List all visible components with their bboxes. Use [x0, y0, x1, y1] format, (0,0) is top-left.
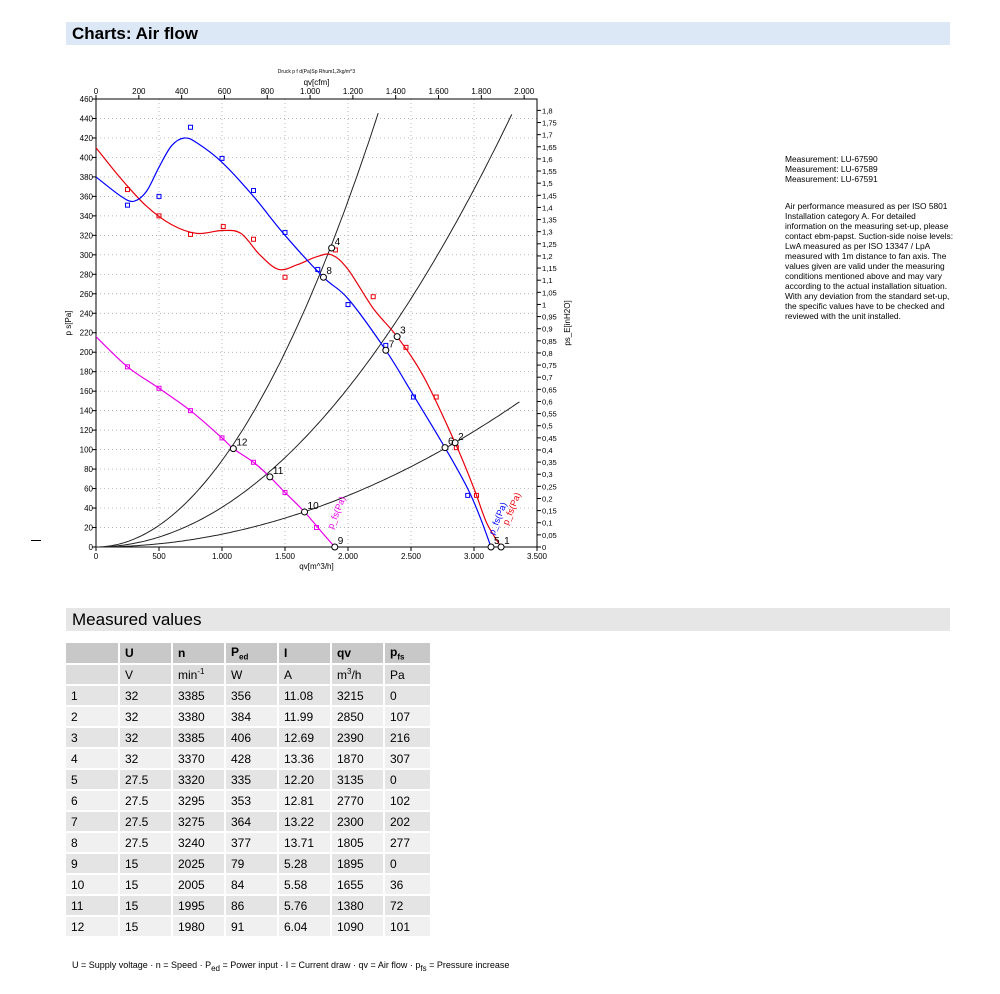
table-cell: 406	[225, 727, 278, 748]
x-tick-label: 1.000	[211, 552, 233, 561]
table-cell: 9	[66, 853, 119, 874]
table-units-row	[66, 664, 431, 685]
y-tick-label: 80	[84, 465, 93, 475]
table-cell: 15	[119, 916, 172, 937]
table-cell: 11.99	[278, 706, 331, 727]
system-curve	[96, 114, 512, 547]
pfs-subscript: fs	[397, 652, 405, 662]
table-cell: 3215	[331, 685, 384, 706]
y2-tick-label: 1,25	[542, 239, 557, 249]
table-cell: 1995	[172, 895, 225, 916]
y2-tick-label: 1,65	[542, 142, 557, 152]
table-cell: 5.76	[278, 895, 331, 916]
x2-tick-label: 1.400	[385, 87, 406, 96]
y2-tick-label: 0,4	[542, 445, 553, 455]
y2-tick-label: 1,75	[542, 118, 557, 128]
table-row	[66, 895, 431, 916]
table-cell: 3135	[331, 769, 384, 790]
x2-tick-label: 1.000	[300, 87, 321, 96]
y-tick-label: 160	[79, 387, 93, 397]
table-cell: 1805	[331, 832, 384, 853]
y2-tick-label: 1,45	[542, 191, 557, 201]
table-cell: 2	[66, 706, 119, 727]
table-cell: 0	[384, 685, 431, 706]
table-cell: 13.36	[278, 748, 331, 769]
table-cell: 1090	[331, 916, 384, 937]
x2-tick-label: 2.000	[514, 87, 535, 96]
y-tick-label: 240	[79, 309, 93, 319]
y-tick-label: 360	[79, 192, 93, 202]
operating-point-label: 4	[334, 237, 341, 249]
table-cell: 5.28	[278, 853, 331, 874]
table-cell: 79	[225, 853, 278, 874]
table-cell: 27.5	[119, 769, 172, 790]
measured-values-header: Measured values	[66, 608, 950, 631]
y2-tick-label: 1,1	[542, 276, 553, 286]
table-cell: 6	[66, 790, 119, 811]
x2-tick-label: 0	[93, 87, 99, 96]
y2-tick-label: 1,7	[542, 130, 553, 140]
x2-tick-label: 1.600	[428, 87, 449, 96]
table-legend: U = Supply voltage · n = Speed · $P_{ed}$ = Power input · I = Current draw · qv = Air flow · $p_{fs}$ = Pressure increase	[72, 960, 510, 973]
table-cell: 91	[225, 916, 278, 937]
y2-tick-label: 0,9	[542, 324, 553, 334]
y-tick-label: 260	[79, 289, 93, 299]
y2-tick-label: 0,1	[542, 518, 553, 528]
table-cell: 32	[119, 748, 172, 769]
y-tick-label: 460	[79, 95, 93, 104]
table-cell: 356	[225, 685, 278, 706]
y-tick-label: 200	[79, 348, 93, 358]
table-cell: 10	[66, 874, 119, 895]
y2-tick-label: 1,3	[542, 227, 553, 237]
operating-point-label: 8	[326, 266, 332, 278]
table-row	[66, 769, 431, 790]
x2-tick-label: 800	[260, 87, 274, 96]
fan-curve-line	[96, 148, 501, 547]
table-row	[66, 706, 431, 727]
table-unit-cell: Pa	[384, 664, 431, 685]
table-cell: 5	[66, 769, 119, 790]
table-cell: 2005	[172, 874, 225, 895]
table-header-cell: n	[172, 643, 225, 664]
table-header-cell: I	[278, 643, 331, 664]
ped-subscript: ed	[239, 652, 249, 662]
y-tick-label: 440	[79, 114, 93, 124]
table-cell: 1655	[331, 874, 384, 895]
legend-ped-sub: ed	[211, 963, 220, 973]
operating-point-label: 12	[236, 437, 248, 449]
table-cell: 11.08	[278, 685, 331, 706]
table-cell: 335	[225, 769, 278, 790]
operating-point-label: 9	[337, 536, 344, 547]
table-header-cell: U	[119, 643, 172, 664]
data-point	[126, 203, 130, 207]
table-header-row	[66, 643, 431, 664]
table-cell: 101	[384, 916, 431, 937]
table-header-cell: $P_{ed}$	[225, 643, 278, 664]
table-cell: 36	[384, 874, 431, 895]
table-cell: 384	[225, 706, 278, 727]
table-cell: 107	[384, 706, 431, 727]
x-tick-label: 2.500	[400, 552, 422, 561]
data-point	[189, 125, 193, 129]
table-cell: 27.5	[119, 811, 172, 832]
table-cell: 216	[384, 727, 431, 748]
table-cell: 8	[66, 832, 119, 853]
x-tick-label: 1.500	[274, 552, 296, 561]
table-cell: 15	[119, 874, 172, 895]
table-cell: 32	[119, 685, 172, 706]
chart-curves	[96, 113, 519, 547]
y2-tick-label: 1	[542, 300, 547, 310]
y2-tick-label: 0,05	[542, 530, 557, 540]
table-row	[66, 832, 431, 853]
table-cell: 27.5	[119, 832, 172, 853]
y-tick-label: 60	[84, 484, 93, 494]
table-cell: 364	[225, 811, 278, 832]
table-unit-cell: W	[225, 664, 278, 685]
operating-point-label: 11	[272, 465, 284, 477]
table-cell: 353	[225, 790, 278, 811]
table-row	[66, 727, 431, 748]
table-unit-cell: $m^3/h$	[331, 664, 384, 685]
x2-tick-label: 1.800	[471, 87, 492, 96]
y2-tick-label: 0,55	[542, 409, 557, 419]
table-cell: 4	[66, 748, 119, 769]
x-axis-label: qv[m^3/h]	[299, 562, 334, 571]
table-cell: 32	[119, 727, 172, 748]
y2-tick-label: 0	[542, 543, 547, 552]
chart-caption: Druck p f d(Pa)Sp Rhum1,2kg/m^3	[277, 69, 356, 75]
table-cell: 13.22	[278, 811, 331, 832]
y2-tick-label: 0,65	[542, 385, 557, 395]
y2-tick-label: 0,5	[542, 421, 553, 431]
y-tick-label: 420	[79, 133, 93, 143]
table-cell: 377	[225, 832, 278, 853]
table-cell: 12.20	[278, 769, 331, 790]
table-unit-cell	[66, 664, 119, 685]
y-tick-label: 140	[79, 406, 93, 416]
y2-tick-label: 0,6	[542, 397, 553, 407]
table-row	[66, 685, 431, 706]
operating-point-label: 3	[400, 325, 406, 337]
measured-values-table	[66, 643, 432, 938]
y2-tick-label: 1,4	[542, 203, 553, 213]
fan-curve-line	[96, 337, 335, 547]
table-cell: 102	[384, 790, 431, 811]
measurement-item: Measurement: LU-67591	[785, 174, 878, 184]
table-row	[66, 853, 431, 874]
y2-tick-label: 0,85	[542, 336, 557, 346]
curve-label: p_fs(Pa)	[500, 491, 523, 527]
table-cell: 13.71	[278, 832, 331, 853]
table-cell: 7	[66, 811, 119, 832]
table-cell: 12	[66, 916, 119, 937]
y2-tick-label: 1,05	[542, 288, 557, 298]
table-cell: 0	[384, 853, 431, 874]
x-tick-label: 3.500	[526, 552, 548, 561]
y-tick-label: 320	[79, 231, 93, 241]
table-cell: 1380	[331, 895, 384, 916]
data-point	[252, 189, 256, 193]
operating-point-label: 1	[504, 536, 510, 547]
table-cell: 32	[119, 706, 172, 727]
y2-tick-label: 1,15	[542, 264, 557, 274]
x2-tick-label: 600	[217, 87, 232, 96]
table-cell: 3	[66, 727, 119, 748]
table-cell: 3380	[172, 706, 225, 727]
y-tick-label: 400	[79, 153, 93, 163]
x-tick-label: 0	[93, 552, 99, 561]
operating-point-label: 2	[458, 431, 464, 443]
data-point	[252, 237, 256, 241]
y2-tick-label: 0,7	[542, 373, 553, 383]
table-cell: 15	[119, 853, 172, 874]
table-header-cell: qv	[331, 643, 384, 664]
table-unit-cell: V	[119, 664, 172, 685]
table-cell: 2300	[331, 811, 384, 832]
y2-tick-label: 0,15	[542, 506, 557, 516]
table-cell: 84	[225, 874, 278, 895]
table-row	[66, 811, 431, 832]
divider-dash	[31, 540, 41, 541]
table-cell: 1870	[331, 748, 384, 769]
table-cell: 11	[66, 895, 119, 916]
y2-tick-label: 1,55	[542, 167, 557, 177]
operating-point-label: 10	[307, 500, 319, 512]
table-cell: 2770	[331, 790, 384, 811]
y2-tick-label: 1,8	[542, 106, 553, 116]
table-cell: 3240	[172, 832, 225, 853]
x-tick-label: 2.000	[337, 552, 359, 561]
y2-tick-label: 0,45	[542, 433, 557, 443]
y-tick-label: 280	[79, 270, 93, 280]
table-cell: 6.04	[278, 916, 331, 937]
measurement-note: Air performance measured as per ISO 5801 Installation category A. For detailed information on the measuring set-up, please contact ebm-papst. Suction-side noise levels: LwA measured as per ISO 13347 / LpA measured with 1m distance to fan axis. The values given are valid under the measuring conditions mentioned above and may vary according to the actual installation situation. With any deviation from the standard set-up, the specific values have to be checked and reviewed with the unit installed.	[785, 201, 954, 321]
table-cell: 0	[384, 769, 431, 790]
y-tick-label: 20	[84, 523, 93, 533]
y-tick-label: 340	[79, 211, 93, 221]
table-row	[66, 874, 431, 895]
y-tick-label: 40	[84, 504, 93, 514]
x-tick-label: 3.000	[463, 552, 485, 561]
x2-tick-label: 1.200	[342, 87, 363, 96]
y2-tick-label: 0,75	[542, 361, 557, 371]
table-cell: 428	[225, 748, 278, 769]
measurement-list	[785, 154, 955, 184]
curve-label: p_fs(Pa)	[325, 494, 348, 531]
table-cell: 3295	[172, 790, 225, 811]
y2-tick-label: 1,35	[542, 215, 557, 225]
y2-tick-label: 1,6	[542, 154, 553, 164]
table-row	[66, 748, 431, 769]
y2-tick-label: 1,5	[542, 179, 553, 189]
data-point	[371, 295, 375, 299]
table-cell: 2025	[172, 853, 225, 874]
table-cell: 3320	[172, 769, 225, 790]
y-tick-label: 100	[79, 445, 93, 455]
data-point	[466, 493, 470, 497]
m3-superscript: 3	[347, 667, 352, 676]
operating-point-label: 6	[448, 436, 454, 448]
operating-point-label: 7	[388, 339, 395, 351]
table-cell: 86	[225, 895, 278, 916]
fan-curve-line	[96, 138, 491, 547]
table-row	[66, 916, 431, 937]
y-axis-label: p s[Pa]	[64, 310, 73, 336]
table-cell: 3385	[172, 685, 225, 706]
table-cell: 2390	[331, 727, 384, 748]
y2-tick-label: 0,2	[542, 494, 553, 504]
x2-tick-label: 400	[174, 87, 189, 96]
y2-tick-label: 1,2	[542, 251, 553, 261]
charts-section-header: Charts: Air flow	[66, 22, 950, 45]
y-tick-label: 220	[79, 328, 93, 338]
table-cell: 1980	[172, 916, 225, 937]
table-cell: 202	[384, 811, 431, 832]
min-superscript: -1	[197, 667, 205, 676]
table-cell: 12.69	[278, 727, 331, 748]
table-cell: 12.81	[278, 790, 331, 811]
operating-point-label: 5	[494, 536, 500, 547]
table-unit-cell: $\min^{-1}$	[172, 664, 225, 685]
legend-pfs-sub: fs	[420, 963, 427, 973]
table-header-cell: $p_{fs}$	[384, 643, 431, 664]
y-tick-label: 180	[79, 367, 93, 377]
y-tick-label: 0	[88, 543, 93, 552]
y-tick-label: 380	[79, 172, 93, 182]
x2-tick-label: 200	[132, 87, 146, 96]
table-unit-cell: A	[278, 664, 331, 685]
y2-tick-label: 0,8	[542, 348, 553, 358]
table-cell: 1	[66, 685, 119, 706]
table-cell: 15	[119, 895, 172, 916]
table-cell: 3275	[172, 811, 225, 832]
table-cell: 1895	[331, 853, 384, 874]
table-cell: 72	[384, 895, 431, 916]
table-cell: 27.5	[119, 790, 172, 811]
y-tick-label: 120	[79, 426, 93, 436]
table-cell: 3385	[172, 727, 225, 748]
y2-tick-label: 0,95	[542, 312, 557, 322]
table-cell: 2850	[331, 706, 384, 727]
y-tick-label: 300	[79, 250, 93, 260]
measurement-item: Measurement: LU-67590	[785, 154, 878, 164]
table-row	[66, 790, 431, 811]
table-cell: 277	[384, 832, 431, 853]
table-cell: 307	[384, 748, 431, 769]
table-cell: 3370	[172, 748, 225, 769]
table-header-cell	[66, 643, 119, 664]
y2-tick-label: 0,3	[542, 470, 553, 480]
table-cell: 5.58	[278, 874, 331, 895]
chart-axes	[64, 69, 572, 571]
curve-label: p_fs(Pa)	[486, 500, 509, 537]
y2-tick-label: 0,25	[542, 482, 557, 492]
measurement-item: Measurement: LU-67589	[785, 164, 878, 174]
y2-tick-label: 0,35	[542, 458, 557, 468]
y2-axis-label: ps_E[inH2O]	[563, 300, 572, 346]
x-tick-label: 500	[152, 552, 166, 561]
x2-axis-label: qv[cfm]	[303, 78, 330, 87]
